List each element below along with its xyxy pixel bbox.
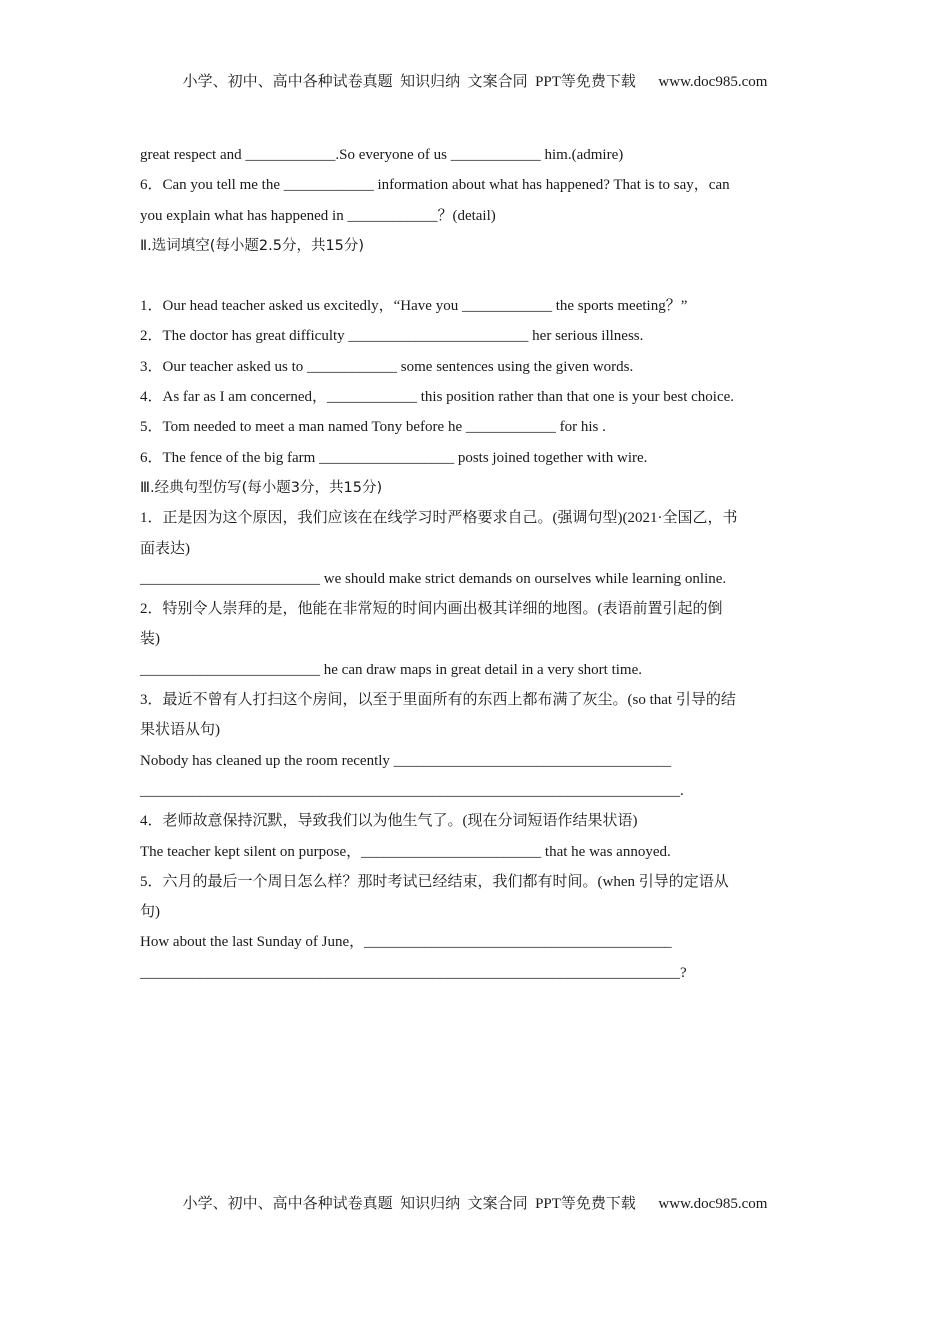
section-3-question-5-prompt-cont: 句) xyxy=(140,904,160,921)
section-3-question-1-answer: ________________________ we should make strict demands on ourselves while learning online. xyxy=(140,570,727,587)
section-3-question-3-prompt-cont: 果状语从句) xyxy=(140,722,220,739)
section-3-question-3-answer: Nobody has cleaned up the room recently _____________________________________ xyxy=(140,752,672,769)
page-footer: 小学、初中、高中各种试卷真题 知识归纳 文案合同 PPT等免费下载 www.doc985.com xyxy=(182,1196,768,1212)
section-2-question-3: 3．Our teacher asked us to ____________ some sentences using the given words. xyxy=(140,358,634,375)
question-6-line-2: you explain what has happened in ____________？(detail) xyxy=(140,207,496,224)
section-2-question-5: 5．Tom needed to meet a man named Tony before he ____________ for his . xyxy=(140,419,606,436)
document-body xyxy=(140,140,820,988)
section-3-question-1-prompt-cont: 面表达) xyxy=(140,540,190,557)
text-line: great respect and ____________.So everyone of us ____________ him.(admire) xyxy=(140,147,624,163)
section-3-question-5-prompt: 5．六月的最后一个周日怎么样？那时考试已经结束，我们都有时间。(when 引导的定语从 xyxy=(140,873,729,890)
section-2-question-6: 6．The fence of the big farm __________________ posts joined together with wire. xyxy=(140,449,648,466)
section-2-question-4: 4．As far as I am concerned，____________ this position rather than that one is your best choice. xyxy=(140,389,735,406)
question-6-line-1: 6．Can you tell me the ____________ information about what has happened? That is to say，can xyxy=(140,177,730,194)
section-2-heading: Ⅱ.选词填空(每小题2.5分，共15分) xyxy=(140,237,365,254)
section-3-question-4-prompt: 4．老师故意保持沉默，导致我们以为他生气了。(现在分词短语作结果状语) xyxy=(140,813,638,830)
section-3-question-4-answer: The teacher kept silent on purpose，________________________ that he was annoyed. xyxy=(140,843,671,860)
section-3-question-3-answer-cont: ________________________________________________________________________. xyxy=(140,782,684,799)
section-3-heading: Ⅲ.经典句型仿写(每小题3分，共15分) xyxy=(140,479,383,496)
section-3-question-2-prompt-cont: 装) xyxy=(140,631,160,648)
section-3-question-3-prompt: 3．最近不曾有人打扫这个房间，以至于里面所有的东西上都布满了灰尘。(so that 引导的结 xyxy=(140,692,736,709)
section-3-question-2-answer: ________________________ he can draw maps in great detail in a very short time. xyxy=(140,661,642,678)
blank-line xyxy=(140,261,820,291)
page-header: 小学、初中、高中各种试卷真题 知识归纳 文案合同 PPT等免费下载 www.doc985.com xyxy=(182,74,768,90)
section-2-question-2: 2．The doctor has great difficulty ________________________ her serious illness. xyxy=(140,328,644,345)
section-3-question-1-prompt: 1．正是因为这个原因，我们应该在在线学习时严格要求自己。(强调句型)(2021·全国乙，书 xyxy=(140,510,738,527)
section-3-question-2-prompt: 2．特别令人崇拜的是，他能在非常短的时间内画出极其详细的地图。(表语前置引起的倒 xyxy=(140,601,723,618)
section-2-question-1: 1．Our head teacher asked us excitedly，“Have you ____________ the sports meeting？” xyxy=(140,298,688,315)
section-3-question-5-answer-cont: ________________________________________________________________________? xyxy=(140,964,687,981)
section-3-question-5-answer: How about the last Sunday of June，_________________________________________ xyxy=(140,934,672,951)
